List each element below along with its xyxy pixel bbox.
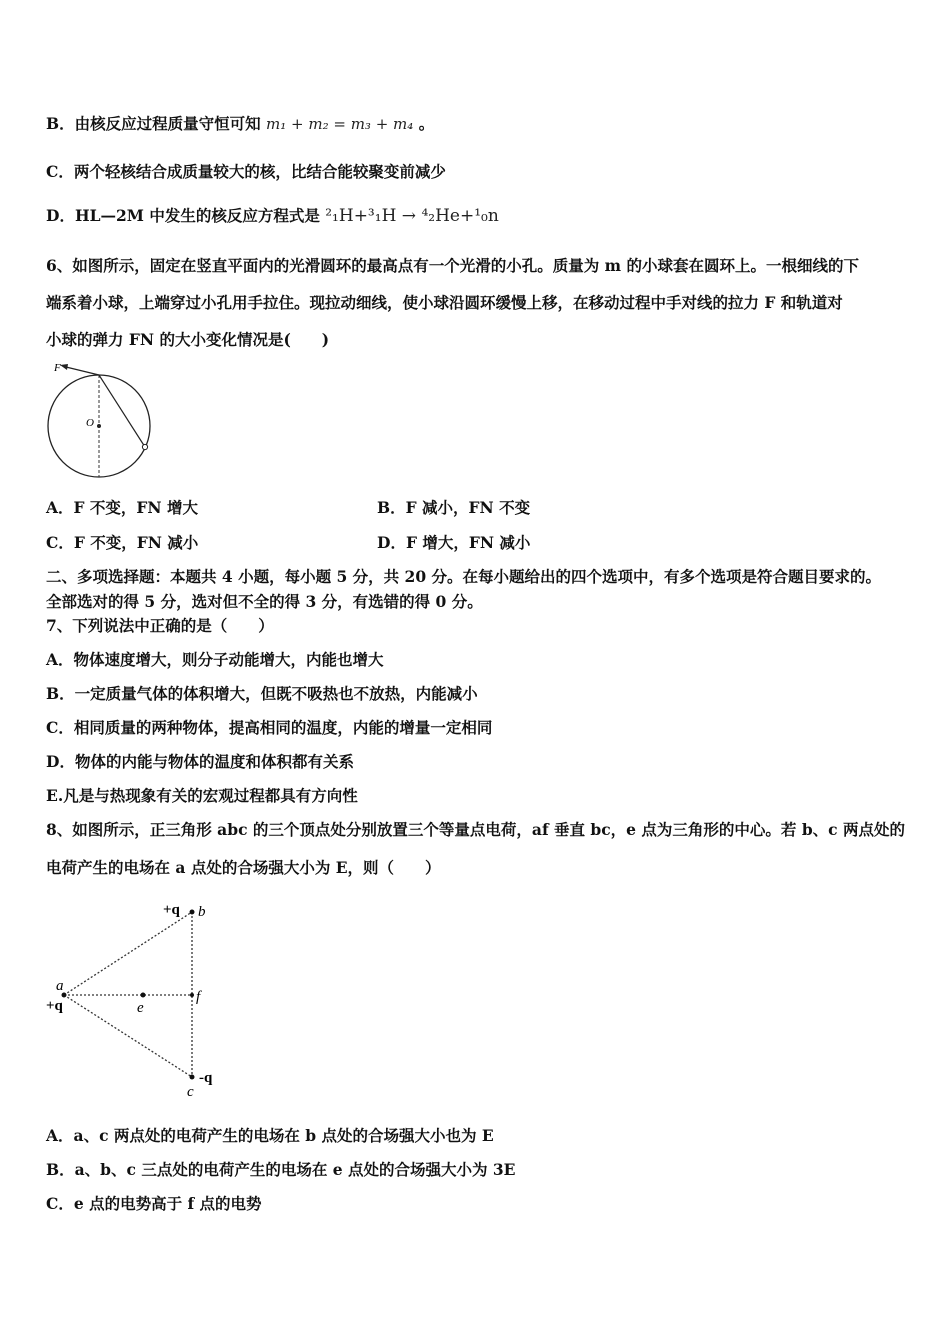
- section2-intro-line1: 二、多项选择题：本题共 4 小题，每小题 5 分，共 20 分。在每小题给出的四个选项中，有多个选项是符合题目要求的。: [46, 567, 882, 586]
- q5-option-d-formula: ²₁H+³₁H → ⁴₂He+¹₀n: [325, 206, 499, 226]
- q6-option-a: A．F 不变，FN 增大: [46, 498, 198, 517]
- point-f: [190, 993, 194, 997]
- q5-option-d: [46, 204, 499, 226]
- q6-stem-line1: 6、如图所示，固定在竖直平面内的光滑圆环的最高点有一个光滑的小孔。质量为 m 的小球套在圆环上。一根细线的下: [46, 256, 859, 275]
- label-qb: +q: [163, 902, 180, 918]
- q7-option-d: D．物体的内能与物体的温度和体积都有关系: [46, 752, 354, 771]
- q8-stem-line1: 8、如图所示，正三角形 abc 的三个顶点处分别放置三个等量点电荷，af 垂直 bc，e 点为三角形的中心。若 b、c 两点处的: [46, 820, 906, 839]
- label-b: b: [198, 904, 206, 920]
- ball: [142, 444, 147, 449]
- label-qa: +q: [46, 998, 63, 1014]
- q5-option-c: C．两个轻核结合成质量较大的核，比结合能较聚变前减少: [46, 162, 446, 181]
- q6-stem-line2: 端系着小球，上端穿过小孔用手拉住。现拉动细线，使小球沿圆环缓慢上移，在移动过程中手对线的拉力 F 和轨道对: [46, 293, 843, 312]
- q6-option-b: B．F 减小，FN 不变: [377, 498, 531, 517]
- q5-option-d-text: D．HL—2M 中发生的核反应方程式是: [46, 206, 320, 225]
- label-o: O: [86, 417, 94, 429]
- point-c: [190, 1075, 195, 1080]
- q8-option-c: C．e 点的电势高于 f 点的电势: [46, 1194, 262, 1213]
- q6-option-d: D．F 增大，FN 减小: [377, 533, 531, 552]
- label-qc: -q: [199, 1070, 213, 1086]
- label-c: c: [187, 1084, 194, 1100]
- edge-ab: [64, 912, 192, 995]
- q5-option-b-text: B．由核反应过程质量守恒可知: [46, 114, 261, 133]
- q5-option-b-end: 。: [418, 114, 435, 133]
- q5-option-b-formula: m₁ + m₂ = m₃ + m₄: [266, 115, 414, 133]
- point-b: [190, 910, 195, 915]
- q5-option-b: [46, 112, 434, 134]
- q8-option-b: B．a、b、c 三点处的电荷产生的电场在 e 点处的合场强大小为 3E: [46, 1160, 516, 1179]
- q7-option-a: A．物体速度增大，则分子动能增大，内能也增大: [46, 650, 384, 669]
- center-point: [97, 424, 101, 428]
- label-f: F: [54, 362, 61, 374]
- label-f: f: [196, 989, 201, 1005]
- force-arrow: [66, 367, 99, 375]
- section2-intro-line2: 全部选对的得 5 分，选对但不全的得 3 分，有选错的得 0 分。: [46, 592, 483, 611]
- string-line: [99, 375, 145, 447]
- arrow-head: [60, 364, 68, 370]
- q8-stem-line2: 电荷产生的电场在 a 点处的合场强大小为 E，则（ ）: [46, 858, 441, 877]
- edge-ac: [64, 995, 192, 1077]
- q7-stem: 7、下列说法中正确的是（ ）: [46, 616, 274, 635]
- q7-option-e: E.凡是与热现象有关的宏观过程都具有方向性: [46, 786, 358, 805]
- q8-option-a: A．a、c 两点处的电荷产生的电场在 b 点处的合场强大小也为 E: [46, 1126, 494, 1145]
- q8-triangle-figure: [40, 892, 240, 1102]
- q6-stem-line3: 小球的弹力 FN 的大小变化情况是( ): [46, 330, 330, 349]
- label-a: a: [56, 978, 64, 994]
- q7-option-b: B．一定质量气体的体积增大，但既不吸热也不放热，内能减小: [46, 684, 478, 703]
- q7-option-c: C．相同质量的两种物体，提高相同的温度，内能的增量一定相同: [46, 718, 493, 737]
- q6-option-c: C．F 不变，FN 减小: [46, 533, 199, 552]
- q6-circle-figure: [40, 358, 160, 483]
- label-e: e: [137, 1000, 144, 1016]
- point-e: [141, 993, 146, 998]
